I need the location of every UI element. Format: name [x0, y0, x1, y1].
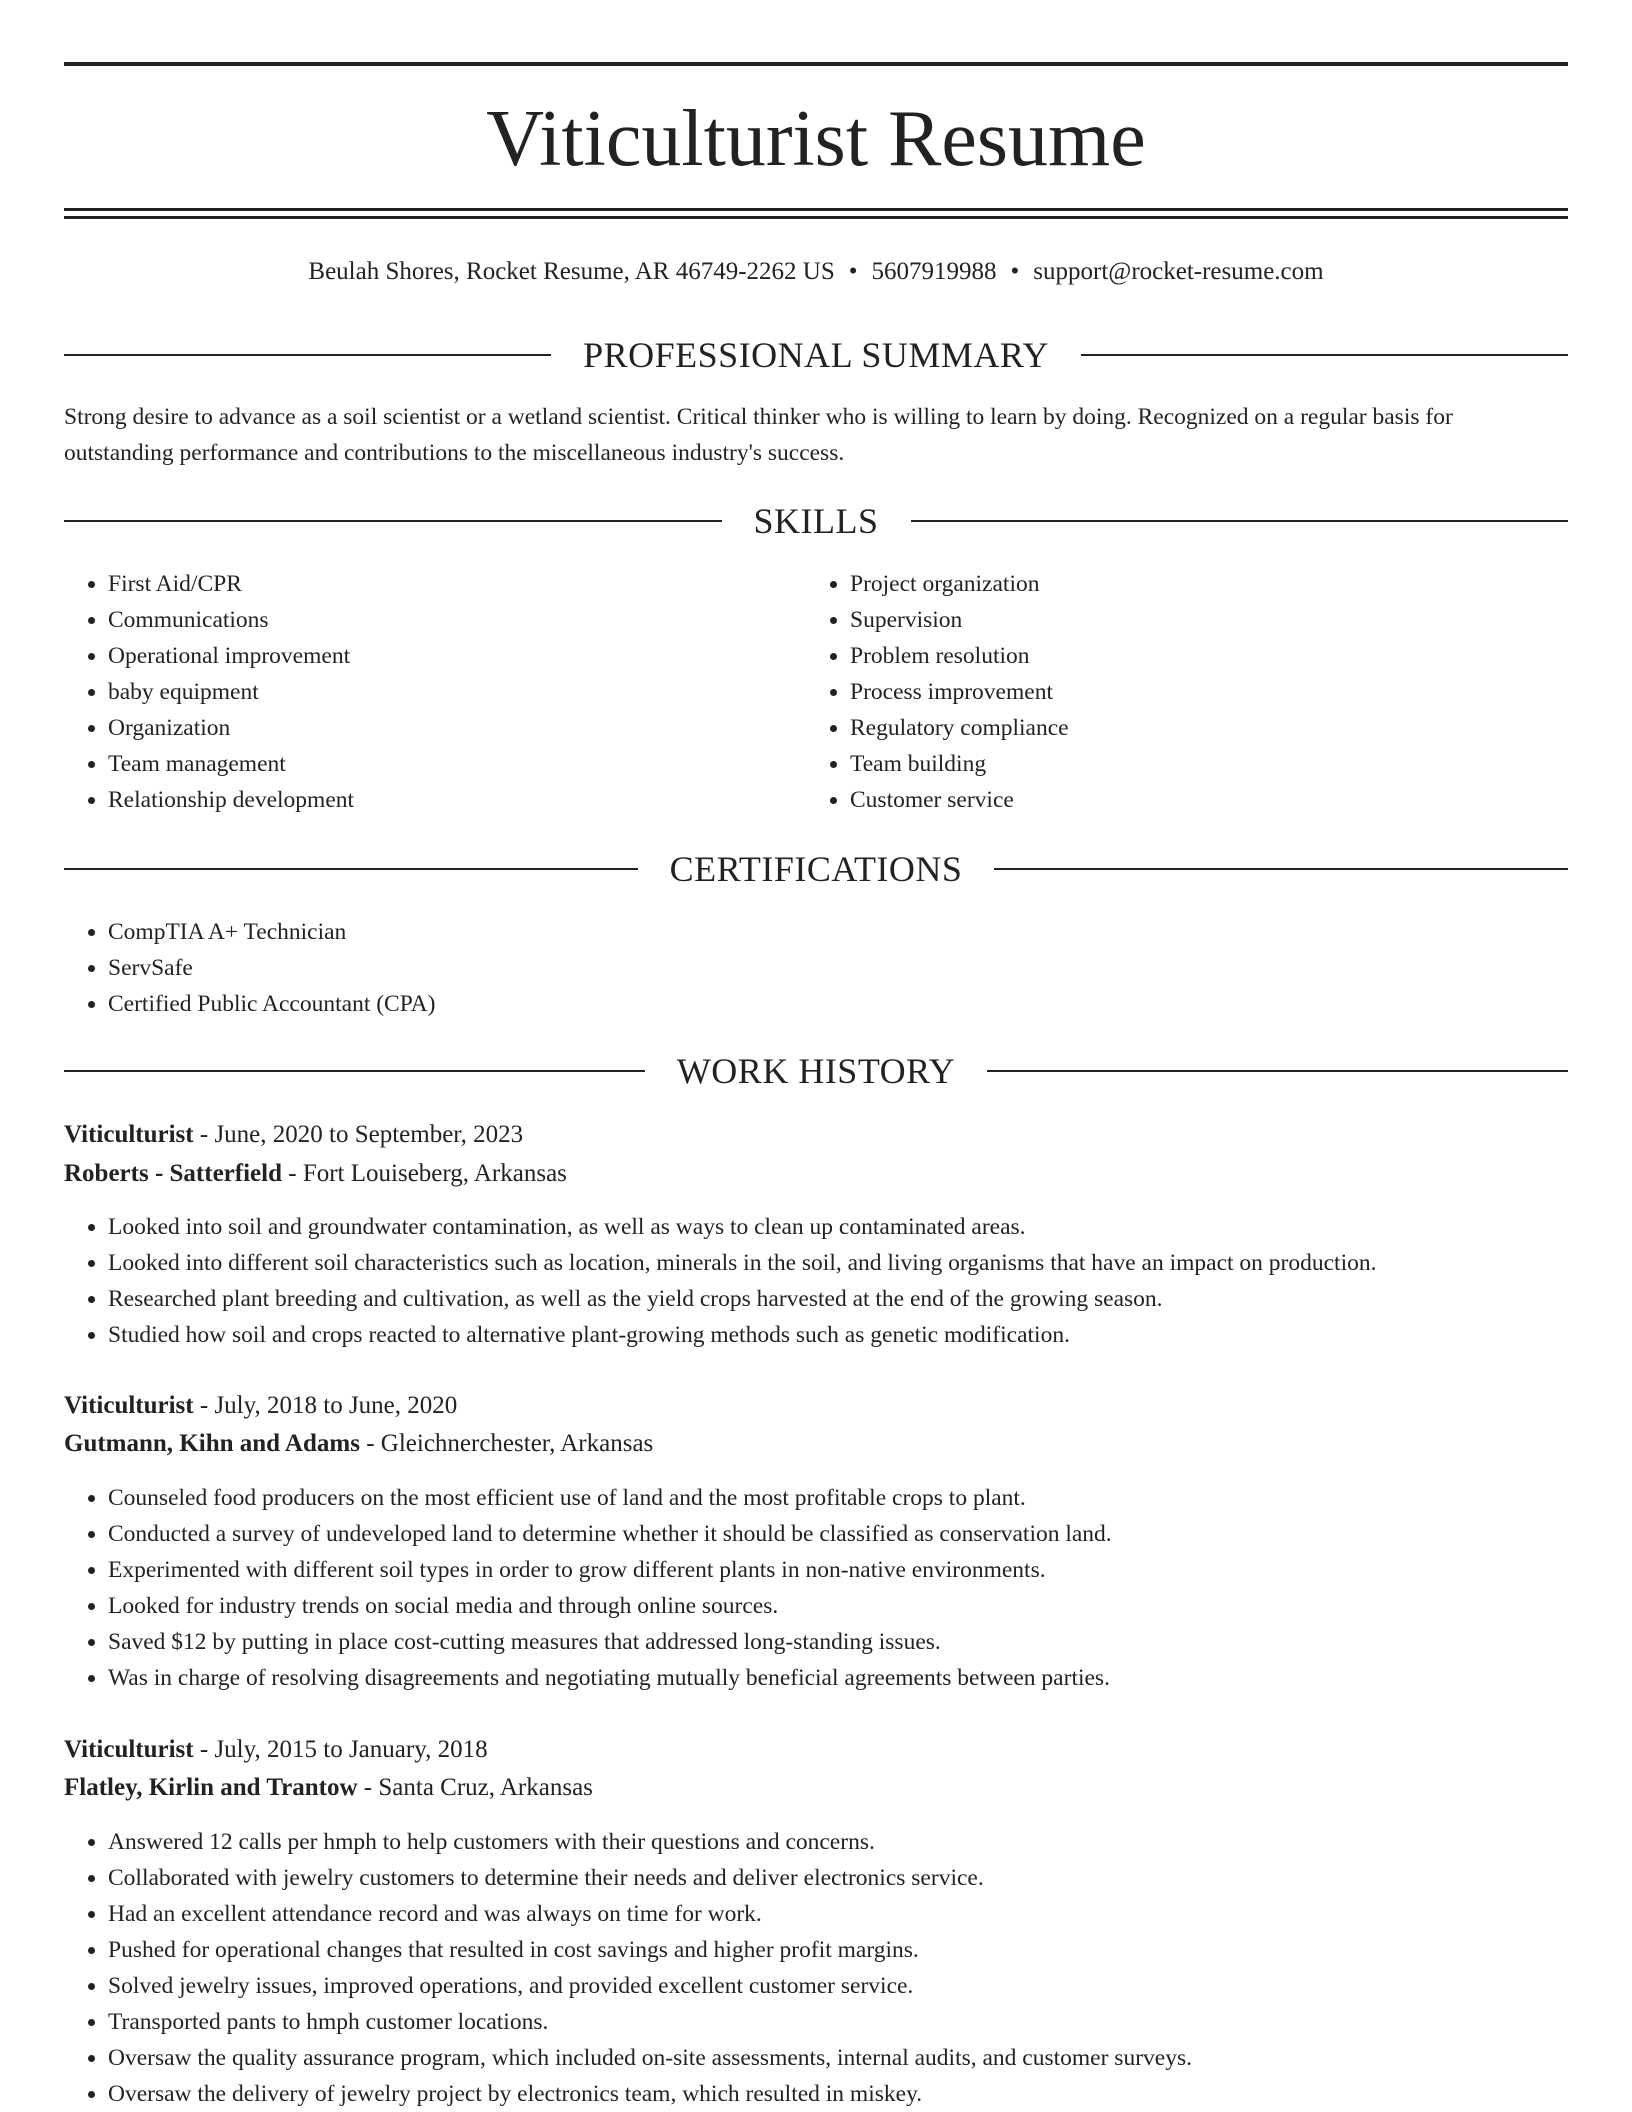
title-bottom-rule-second — [64, 216, 1568, 219]
contact-separator: • — [1010, 258, 1020, 285]
job-duties — [64, 1824, 1568, 2112]
job-duty-item: • Pushed for operational changes that resulted in cost savings and higher profit margins. — [108, 1932, 1568, 1968]
heading-rule — [64, 520, 722, 522]
skills-heading — [64, 497, 1568, 545]
job-company: Roberts - Satterfield — [64, 1160, 282, 1187]
skill-item: • First Aid/CPR — [108, 566, 764, 602]
skills-heading-label: SKILLS — [753, 501, 879, 541]
certifications-heading-label: CERTIFICATIONS — [669, 849, 963, 889]
job-duty-item: • Looked into different soil characteristics such as location, minerals in the soil, and living organisms that have an impact on production. — [108, 1245, 1568, 1281]
job-duty-item: • Had an excellent attendance record and was always on time for work. — [108, 1896, 1568, 1932]
job-duty-item: • Studied how soil and crops reacted to alternative plant-growing methods such as genetic modification. — [108, 1317, 1568, 1353]
skills-column-right — [806, 566, 1506, 818]
job-duties — [64, 1480, 1568, 1696]
skill-item: • Regulatory compliance — [850, 710, 1506, 746]
summary-heading — [64, 331, 1568, 379]
job-duty-item: • Collaborated with jewelry customers to determine their needs and deliver electronics service. — [108, 1860, 1568, 1896]
job-company: Flatley, Kirlin and Trantow — [64, 1774, 358, 1801]
certification-item: • Certified Public Accountant (CPA) — [108, 986, 1464, 1022]
job-company-line — [64, 1155, 1568, 1193]
contact-separator: • — [848, 258, 858, 285]
skill-item: • Project organization — [850, 566, 1506, 602]
skills-list-right — [806, 566, 1506, 818]
skills-column-left — [64, 566, 764, 818]
heading-rule — [987, 1070, 1568, 1072]
skill-item: • Organization — [108, 710, 764, 746]
job-dates: - July, 2018 to June, 2020 — [193, 1392, 458, 1419]
certifications-heading — [64, 845, 1568, 893]
contact-email: support@rocket-resume.com — [1033, 258, 1324, 285]
job-duty-item: • Counseled food producers on the most efficient use of land and the most profitable crops to plant. — [108, 1480, 1568, 1516]
job-duties-list — [64, 1209, 1568, 1353]
certification-item: • ServSafe — [108, 950, 1464, 986]
contact-phone: 5607919988 — [871, 258, 997, 285]
skill-item: • Communications — [108, 602, 764, 638]
job-duty-item: • Saved $12 by putting in place cost-cutting measures that addressed long-standing issues. — [108, 1624, 1568, 1660]
skills-list-left — [64, 566, 764, 818]
job-title: Viticulturist — [64, 1121, 194, 1148]
title-top-rule — [64, 62, 1568, 66]
contact-address: Beulah Shores, Rocket Resume, AR 46749-2262 US — [308, 258, 835, 285]
skill-item: • baby equipment — [108, 674, 764, 710]
job-duties-list — [64, 1480, 1568, 1696]
job-company-line — [64, 1425, 1568, 1463]
job-duties-list — [64, 1824, 1568, 2112]
job-duty-item: • Researched plant breeding and cultivation, as well as the yield crops harvested at the end of the growing season. — [108, 1281, 1568, 1317]
job-location: - Fort Louiseberg, Arkansas — [282, 1160, 567, 1187]
skill-item: • Customer service — [850, 782, 1506, 818]
job-title-line — [64, 1387, 1568, 1425]
job-duty-item: • Conducted a survey of undeveloped land to determine whether it should be classified as conservation land. — [108, 1516, 1568, 1552]
job-title-line — [64, 1116, 1568, 1154]
skill-item: • Supervision — [850, 602, 1506, 638]
job-company-line — [64, 1769, 1568, 1807]
heading-rule — [64, 868, 638, 870]
heading-rule — [64, 1070, 645, 1072]
job-title-line — [64, 1731, 1568, 1769]
job-location: - Santa Cruz, Arkansas — [357, 1774, 593, 1801]
heading-rule — [1081, 354, 1568, 356]
job-duty-item: • Answered 12 calls per hmph to help customers with their questions and concerns. — [108, 1824, 1568, 1860]
job-duty-item: • Oversaw the delivery of jewelry project by electronics team, which resulted in miskey. — [108, 2076, 1568, 2112]
work-history-heading-label: WORK HISTORY — [676, 1051, 956, 1091]
skill-item: • Team building — [850, 746, 1506, 782]
job-duty-item: • Solved jewelry issues, improved operations, and provided excellent customer service. — [108, 1968, 1568, 2004]
job-duty-item: • Oversaw the quality assurance program, which included on-site assessments, internal audits, and customer surveys. — [108, 2040, 1568, 2076]
certifications-list — [64, 914, 1464, 1022]
skill-item: • Team management — [108, 746, 764, 782]
contact-line — [64, 252, 1568, 292]
job-title: Viticulturist — [64, 1736, 194, 1763]
skill-item: • Operational improvement — [108, 638, 764, 674]
job-duty-item: • Looked into soil and groundwater contamination, as well as ways to clean up contaminated areas. — [108, 1209, 1568, 1245]
skill-item: • Problem resolution — [850, 638, 1506, 674]
summary-text: Strong desire to advance as a soil scientist or a wetland scientist. Critical thinker who is willing to learn by doing. Recognized on a regular basis for outstanding performance and contributions to the miscellaneous industry's success. — [64, 404, 1453, 466]
skill-item: • Process improvement — [850, 674, 1506, 710]
certifications-section — [64, 914, 1464, 1022]
job-duties — [64, 1209, 1568, 1353]
certification-item: • CompTIA A+ Technician — [108, 914, 1464, 950]
job-dates: - July, 2015 to January, 2018 — [193, 1736, 488, 1763]
job-location: - Gleichnerchester, Arkansas — [359, 1430, 654, 1457]
heading-rule — [64, 354, 551, 356]
heading-rule — [994, 868, 1568, 870]
job-duty-item: • Transported pants to hmph customer locations. — [108, 2004, 1568, 2040]
work-history-heading — [64, 1047, 1568, 1095]
heading-rule — [911, 520, 1569, 522]
summary-heading-label: PROFESSIONAL SUMMARY — [583, 335, 1049, 375]
job-dates: - June, 2020 to September, 2023 — [193, 1121, 524, 1148]
title-bottom-rule — [64, 208, 1568, 211]
job-title: Viticulturist — [64, 1392, 194, 1419]
job-duty-item: • Looked for industry trends on social media and through online sources. — [108, 1588, 1568, 1624]
job-company: Gutmann, Kihn and Adams — [64, 1430, 360, 1457]
skill-item: • Relationship development — [108, 782, 764, 818]
job-duty-item: • Experimented with different soil types in order to grow different plants in non-native environments. — [108, 1552, 1568, 1588]
resume-title: Viticulturist Resume — [486, 95, 1146, 183]
job-duty-item: • Was in charge of resolving disagreements and negotiating mutually beneficial agreements between parties. — [108, 1660, 1568, 1696]
